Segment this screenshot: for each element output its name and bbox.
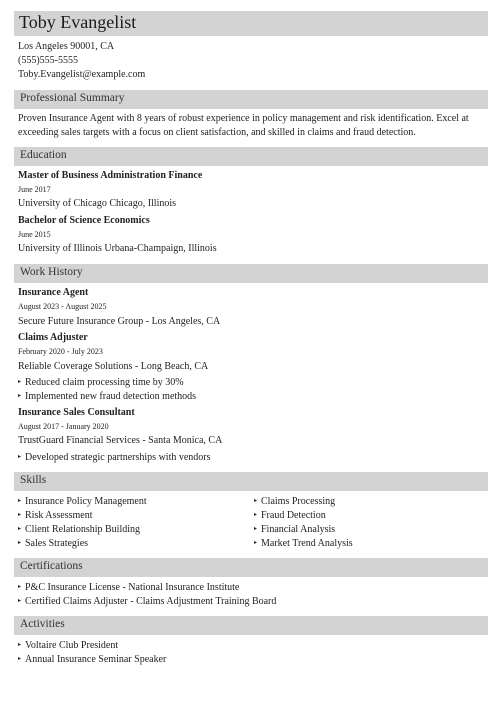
- job-company: Secure Future Insurance Group - Los Angeles, CA: [18, 316, 221, 327]
- section-title: Skills: [20, 474, 47, 486]
- education-degree: Bachelor of Science Economics: [18, 215, 150, 226]
- list-item: [18, 375, 184, 390]
- job-title: Claims Adjuster: [18, 332, 88, 343]
- section-header-work: [14, 264, 488, 283]
- education-school: University of Chicago Chicago, Illinois: [18, 198, 177, 209]
- education-date: June 2015: [18, 230, 51, 239]
- bullet-icon: ▸: [18, 526, 22, 532]
- job-dates: August 2023 - August 2025: [18, 302, 107, 311]
- list-item-text: Implemented new fraud detection methods: [25, 391, 197, 402]
- certification-text: Certified Claims Adjuster - Claims Adjustment Training Board: [25, 596, 277, 607]
- education-school: University of Illinois Urbana-Champaign, Illinois: [18, 243, 217, 254]
- activity-text: Annual Insurance Seminar Speaker: [25, 654, 167, 665]
- skill-item: [254, 536, 353, 551]
- email: Toby.Evangelist@example.com: [18, 69, 146, 80]
- section-title: Work History: [20, 266, 83, 278]
- bullet-icon: ▸: [18, 393, 22, 399]
- job-company: TrustGuard Financial Services - Santa Monica, CA: [18, 435, 223, 446]
- list-item-text: Developed strategic partnerships with vendors: [25, 452, 211, 463]
- bullet-icon: ▸: [254, 512, 258, 518]
- bullet-icon: ▸: [254, 498, 258, 504]
- education-date: June 2017: [18, 185, 51, 194]
- bullet-icon: ▸: [18, 540, 22, 546]
- certification-item: [18, 594, 276, 609]
- section-title: Education: [20, 149, 67, 161]
- section-header-activities: [14, 616, 488, 635]
- section-title: Professional Summary: [20, 92, 125, 104]
- skill-item: [254, 508, 326, 523]
- list-item: [18, 389, 196, 404]
- job-company: Reliable Coverage Solutions - Long Beach, CA: [18, 361, 209, 372]
- bullet-icon: ▸: [18, 598, 22, 604]
- skill-text: Insurance Policy Management: [25, 496, 147, 507]
- bullet-icon: ▸: [254, 540, 258, 546]
- list-item: [18, 450, 211, 465]
- name-header-bar: [14, 11, 488, 36]
- summary-text: Proven Insurance Agent with 8 years of robust experience in policy management and risk identification. Excel at exceeding sales targets with a focus on client satisfaction, and skilled in claims and fraud detection.: [18, 113, 469, 138]
- section-header-certifications: [14, 558, 488, 577]
- list-item-text: Reduced claim processing time by 30%: [25, 377, 184, 388]
- address: Los Angeles 90001, CA: [18, 41, 115, 52]
- job-dates: February 2020 - July 2023: [18, 347, 103, 356]
- skill-text: Sales Strategies: [25, 538, 89, 549]
- skill-item: [18, 522, 140, 537]
- bullet-icon: ▸: [18, 642, 22, 648]
- bullet-icon: ▸: [18, 584, 22, 590]
- skill-item: [18, 508, 93, 523]
- bullet-icon: ▸: [254, 526, 258, 532]
- phone: (555)555-5555: [18, 55, 78, 66]
- activity-item: [18, 652, 166, 667]
- skill-item: [18, 494, 147, 509]
- bullet-icon: ▸: [18, 454, 22, 460]
- skill-text: Risk Assessment: [25, 510, 93, 521]
- bullet-icon: ▸: [18, 379, 22, 385]
- bullet-icon: ▸: [18, 656, 22, 662]
- activity-text: Voltaire Club President: [25, 640, 119, 651]
- section-header-education: [14, 147, 488, 166]
- certification-item: [18, 580, 239, 595]
- job-title: Insurance Sales Consultant: [18, 407, 135, 418]
- certification-text: P&C Insurance License - National Insurance Institute: [25, 582, 240, 593]
- section-header-summary: [14, 90, 488, 109]
- skill-item: [254, 494, 335, 509]
- bullet-icon: ▸: [18, 512, 22, 518]
- skill-item: [254, 522, 335, 537]
- job-title: Insurance Agent: [18, 287, 89, 298]
- skill-text: Client Relationship Building: [25, 524, 140, 535]
- skill-text: Fraud Detection: [261, 510, 326, 521]
- bullet-icon: ▸: [18, 498, 22, 504]
- activity-item: [18, 638, 118, 653]
- skill-item: [18, 536, 88, 551]
- job-dates: August 2017 - January 2020: [18, 422, 109, 431]
- section-header-skills: [14, 472, 488, 491]
- skill-text: Claims Processing: [261, 496, 336, 507]
- section-title: Certifications: [20, 560, 83, 572]
- skill-text: Financial Analysis: [261, 524, 336, 535]
- section-title: Activities: [20, 618, 65, 630]
- education-degree: Master of Business Administration Finance: [18, 170, 203, 181]
- skill-text: Market Trend Analysis: [261, 538, 353, 549]
- candidate-name: Toby Evangelist: [19, 12, 137, 32]
